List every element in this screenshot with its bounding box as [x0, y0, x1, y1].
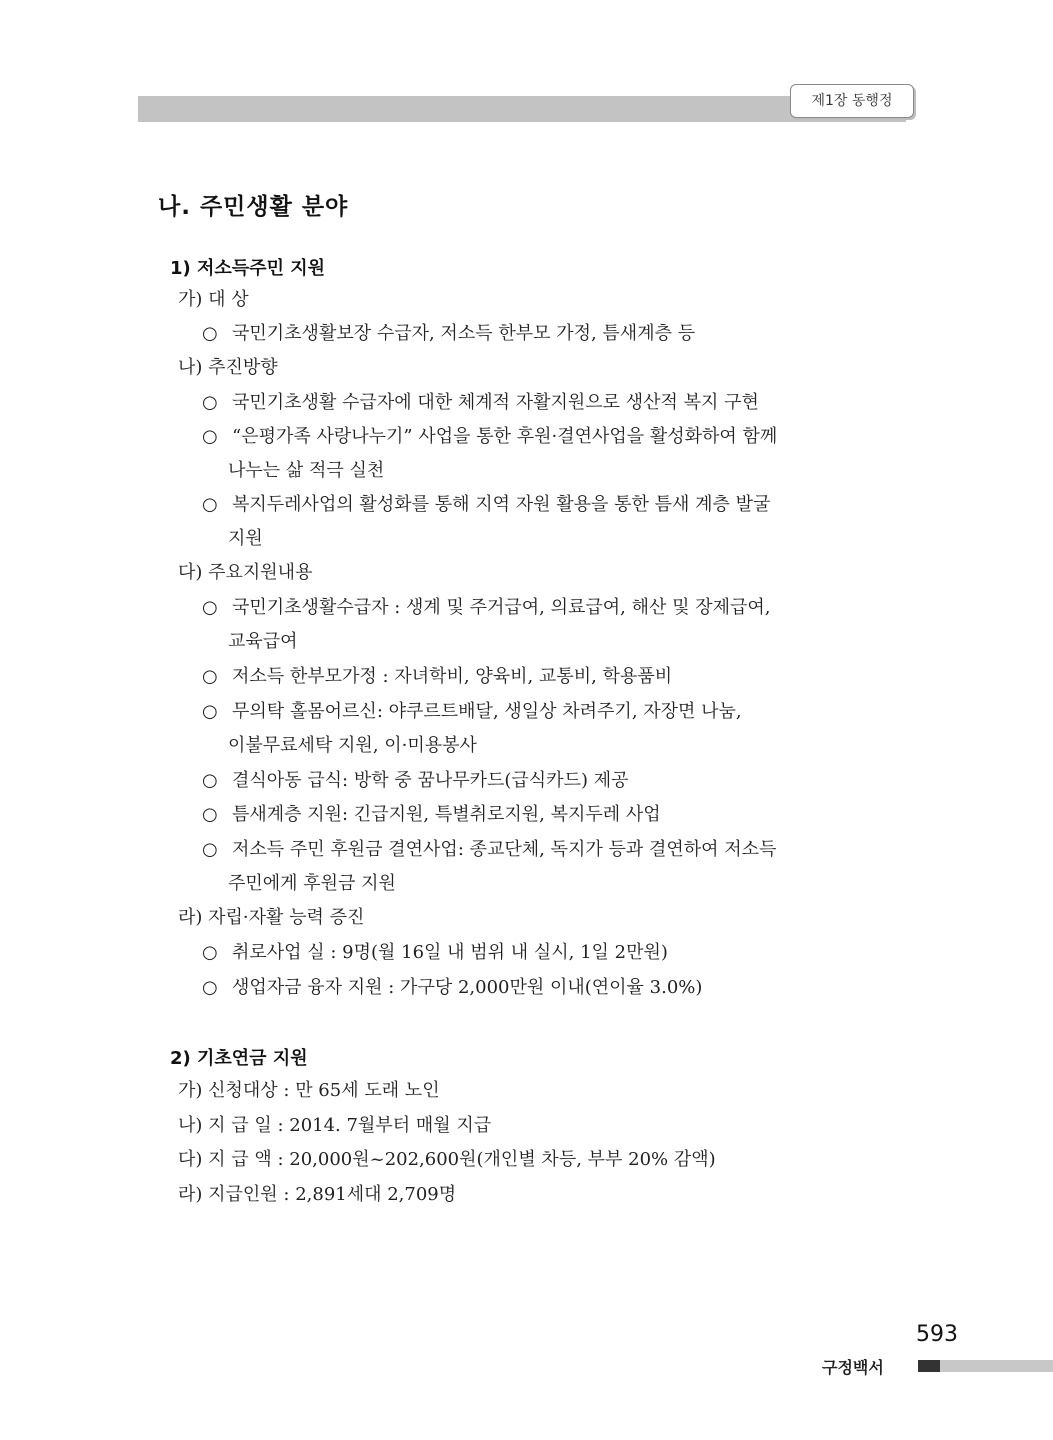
footer-book-title: 구정백서 — [822, 1358, 884, 1377]
list-item-continuation: 교육급여 — [228, 631, 298, 652]
list-item: ○ 생업자금 융자 지원 : 가구당 2,000만원 이내(연이율 3.0%) — [202, 977, 703, 998]
list-item: ○ 국민기초생활수급자 : 생계 및 주거급여, 의료급여, 해산 및 장제급여, — [202, 597, 771, 618]
part1-title: 1) 저소득주민 지원 — [170, 258, 325, 279]
footer-bar-dark — [918, 1360, 940, 1372]
list-item: ○ 국민기초생활보장 수급자, 저소득 한부모 가정, 틈새계층 등 — [202, 323, 696, 344]
list-item: ○ “은평가족 사랑나누기” 사업을 통한 후원·결연사업을 활성화하여 함께 — [202, 426, 778, 447]
part1-d-label: 라) 자립·자활 능력 증진 — [178, 907, 365, 928]
list-item-continuation: 지원 — [228, 528, 263, 549]
footer-bar-light — [940, 1360, 1053, 1372]
list-item: ○ 틈새계층 지원: 긴급지원, 특별취로지원, 복지두레 사업 — [202, 804, 661, 825]
section-title: 나. 주민생활 분야 — [158, 194, 349, 220]
page-number: 593 — [916, 1322, 958, 1347]
list-item: ○ 취로사업 실 : 9명(월 16일 내 범위 내 실시, 1일 2만원) — [202, 942, 668, 963]
part2-title: 2) 기초연금 지원 — [170, 1048, 308, 1069]
chapter-tab: 제1장 동행정 — [790, 84, 914, 118]
list-item-continuation: 나누는 삶 적극 실천 — [228, 460, 385, 481]
list-item-continuation: 주민에게 후원금 지원 — [228, 873, 396, 894]
list-item: ○ 복지두레사업의 활성화를 통해 지역 자원 활용을 통한 틈새 계층 발굴 — [202, 494, 771, 515]
list-item: ○ 결식아동 급식: 방학 중 꿈나무카드(급식카드) 제공 — [202, 770, 629, 791]
part1-c-label: 다) 주요지원내용 — [178, 562, 313, 583]
part1-a-label: 가) 대 상 — [178, 289, 249, 310]
list-item: ○ 저소득 주민 후원금 결연사업: 종교단체, 독지가 등과 결연하여 저소득 — [202, 839, 777, 860]
list-item: ○ 국민기초생활 수급자에 대한 체계적 자활지원으로 생산적 복지 구현 — [202, 392, 759, 413]
list-item: ○ 무의탁 홀몸어르신: 야쿠르트배달, 생일상 차려주기, 자장면 나눔, — [202, 701, 742, 722]
list-item: 가) 신청대상 : 만 65세 도래 노인 — [178, 1080, 440, 1101]
list-item: ○ 저소득 한부모가정 : 자녀학비, 양육비, 교통비, 학용품비 — [202, 666, 673, 687]
list-item: 다) 지 급 액 : 20,000원~202,600원(개인별 차등, 부부 20% 감액) — [178, 1149, 716, 1170]
part1-b-label: 나) 추진방향 — [178, 357, 278, 378]
list-item: 라) 지급인원 : 2,891세대 2,709명 — [178, 1184, 457, 1205]
list-item: 나) 지 급 일 : 2014. 7월부터 매월 지급 — [178, 1115, 492, 1136]
list-item-continuation: 이불무료세탁 지원, 이·미용봉사 — [228, 735, 477, 756]
